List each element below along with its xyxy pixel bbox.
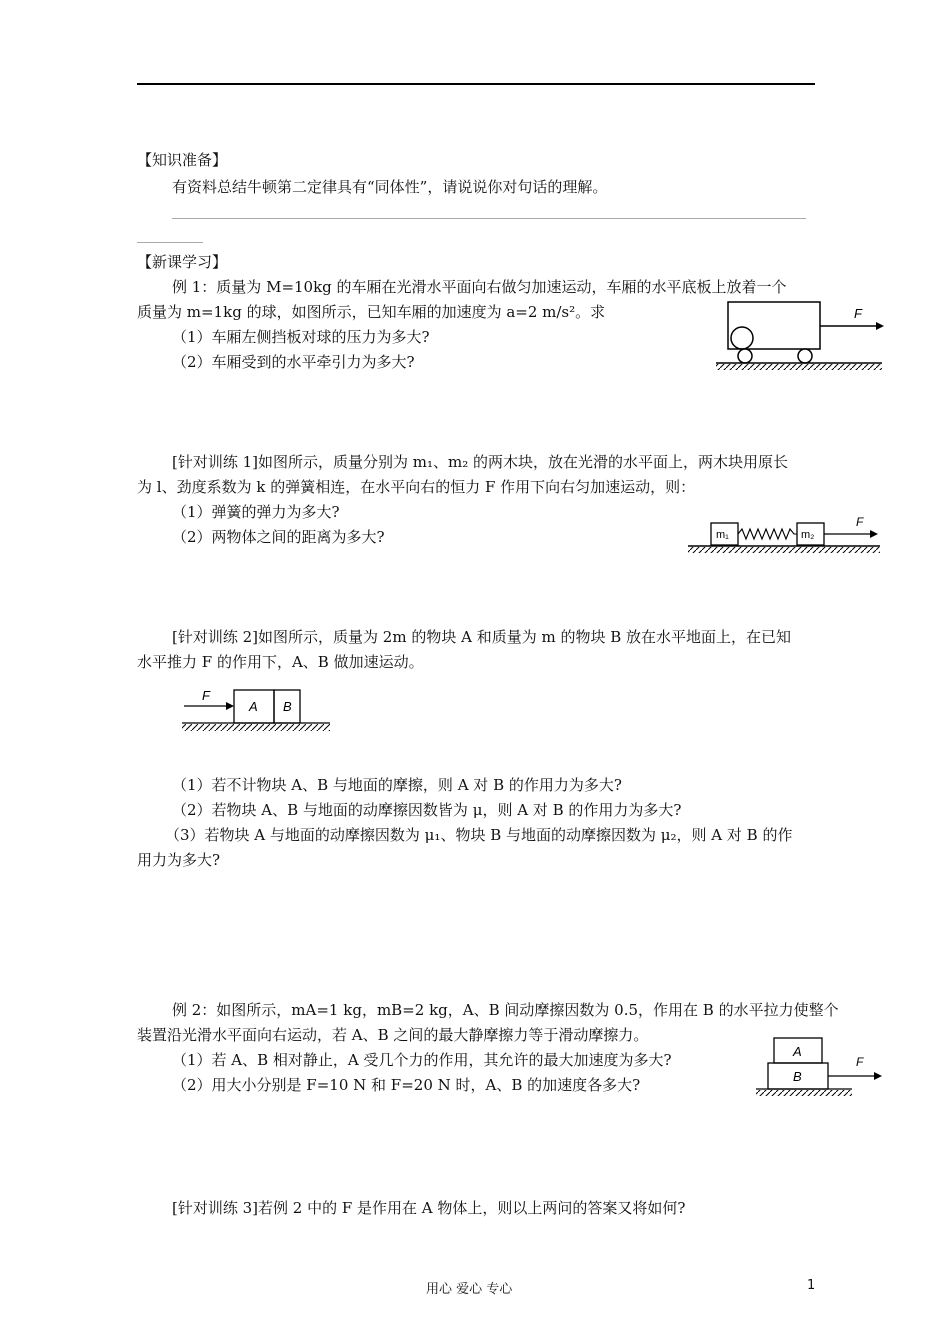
training2-q2: （2）若物块 A、B 与地面的动摩擦因数皆为 μ，则 A 对 B 的作用力为多大?: [172, 801, 682, 819]
new-lesson-heading: 【新课学习】: [137, 253, 228, 271]
training2-line2: 水平推力 F 的作用下，A、B 做加速运动。: [137, 653, 424, 671]
training1-q1: （1）弹簧的弹力为多大?: [172, 503, 340, 521]
training1-q2: （2）两物体之间的距离为多大?: [172, 528, 385, 546]
example1-q2: （2）车厢受到的水平牵引力为多大?: [172, 353, 415, 371]
m2-label: m₂: [801, 529, 815, 541]
block-a-label: A: [793, 1044, 802, 1059]
header-rule: [137, 83, 815, 85]
training2-q3b: 用力为多大?: [137, 851, 221, 869]
blocks-ab-figure: [180, 682, 340, 742]
example1-line1: 例 1：质量为 M=10kg 的车厢在光滑水平面向右做匀加速运动，车厢的水平底板上放着一个: [172, 278, 787, 296]
training2-line1: [针对训练 2]如图所示，质量为 2m 的物块 A 和质量为 m 的物块 B 放在水平地面上，在已知: [172, 628, 792, 646]
footer-slogan: 用心 爱心 专心: [426, 1282, 513, 1297]
answer-line: [172, 218, 806, 219]
force-label: F: [856, 1055, 864, 1069]
example2-line2: 装置沿光滑水平面向右运动，若 A、B 之间的最大静摩擦力等于滑动摩擦力。: [137, 1026, 649, 1044]
example2-q1: （1）若 A、B 相对静止，A 受几个力的作用，其允许的最大加速度为多大?: [172, 1051, 672, 1069]
force-label: F: [202, 688, 210, 703]
example2-line1: 例 2：如图所示，mA=1 kg，mB=2 kg，A、B 间动摩擦因数为 0.5，作用在 B 的水平拉力使整个: [172, 1001, 839, 1019]
force-label: F: [856, 515, 864, 529]
training2-q1: （1）若不计物块 A、B 与地面的摩擦，则 A 对 B 的作用力为多大?: [172, 776, 622, 794]
training2-q3a: （3）若物块 A 与地面的动摩擦因数为 μ₁、物块 B 与地面的动摩擦因数为 μ₂，则 A 对 B 的作: [165, 826, 793, 844]
training1-line2: 为 l、劲度系数为 k 的弹簧相连，在水平向右的恒力 F 作用下向右匀加速运动，则：: [137, 478, 696, 496]
m1-label: m₁: [716, 529, 729, 541]
spring-figure: [684, 514, 884, 564]
force-label: F: [854, 306, 862, 321]
example1-q1: （1）车厢左侧挡板对球的压力为多大?: [172, 328, 430, 346]
answer-line-short: [137, 242, 203, 243]
stacked-blocks-figure: [752, 1032, 892, 1102]
block-b-label: B: [793, 1069, 802, 1084]
example2-q2: （2）用大小分别是 F=10 N 和 F=20 N 时，A、B 的加速度各多大?: [172, 1076, 641, 1094]
block-a-label: A: [249, 699, 258, 714]
knowledge-text: 有资料总结牛顿第二定律具有“同体性”，请说说你对句话的理解。: [172, 178, 608, 196]
training1-line1: [针对训练 1]如图所示，质量分别为 m₁、m₂ 的两木块，放在光滑的水平面上，两木块用原长: [172, 453, 789, 471]
training3-line1: [针对训练 3]若例 2 中的 F 是作用在 A 物体上，则以上两问的答案又将如何?: [172, 1199, 686, 1217]
knowledge-heading: 【知识准备】: [137, 151, 228, 169]
cart-figure: [708, 296, 888, 376]
page-number: 1: [807, 1278, 816, 1293]
example1-line2: 质量为 m=1kg 的球，如图所示，已知车厢的加速度为 a=2 m/s²。求: [137, 303, 606, 321]
block-b-label: B: [283, 699, 292, 714]
